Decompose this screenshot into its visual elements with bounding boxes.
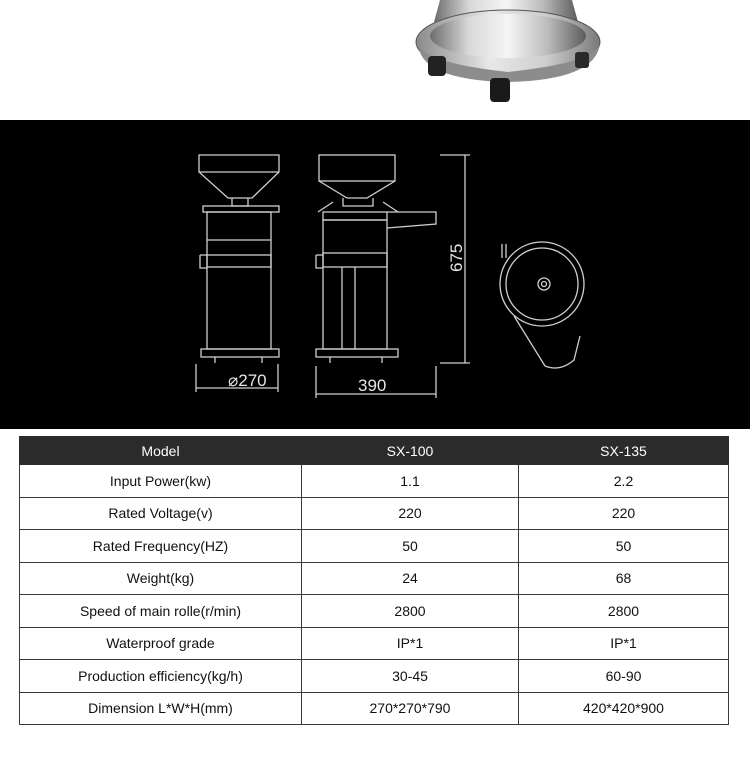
table-row xyxy=(20,692,729,725)
table-row xyxy=(20,530,729,563)
row-label: Input Power(kw) xyxy=(20,465,302,498)
cell-sx135: 2800 xyxy=(519,595,729,628)
cell-sx135: IP*1 xyxy=(519,627,729,660)
row-label: Speed of main rolle(r/min) xyxy=(20,595,302,628)
technical-drawing xyxy=(0,120,750,429)
row-label: Rated Frequency(HZ) xyxy=(20,530,302,563)
table-row xyxy=(20,660,729,693)
column-header-sx100: SX-100 xyxy=(302,437,519,465)
cell-sx100: 220 xyxy=(302,497,519,530)
front-view xyxy=(199,155,279,363)
cell-sx100: 30-45 xyxy=(302,660,519,693)
table-row xyxy=(20,595,729,628)
cell-sx100: 24 xyxy=(302,562,519,595)
side-view xyxy=(316,155,436,363)
row-label: Dimension L*W*H(mm) xyxy=(20,692,302,725)
width-label: 390 xyxy=(358,376,387,395)
cell-sx135: 420*420*900 xyxy=(519,692,729,725)
table-row xyxy=(20,465,729,498)
row-label: Rated Voltage(v) xyxy=(20,497,302,530)
cell-sx135: 60-90 xyxy=(519,660,729,693)
cell-sx100: 270*270*790 xyxy=(302,692,519,725)
spec-table xyxy=(19,436,729,725)
cell-sx135: 68 xyxy=(519,562,729,595)
row-label: Waterproof grade xyxy=(20,627,302,660)
cell-sx100: IP*1 xyxy=(302,627,519,660)
cell-sx100: 1.1 xyxy=(302,465,519,498)
cell-sx100: 50 xyxy=(302,530,519,563)
row-label: Weight(kg) xyxy=(20,562,302,595)
table-row xyxy=(20,497,729,530)
table-row xyxy=(20,562,729,595)
column-header-sx135: SX-135 xyxy=(519,437,729,465)
top-view xyxy=(500,242,584,368)
product-photo xyxy=(0,0,750,120)
cell-sx135: 2.2 xyxy=(519,465,729,498)
table-row xyxy=(20,627,729,660)
base-diameter-label: ⌀270 xyxy=(228,371,267,390)
table-header-row xyxy=(20,437,729,465)
height-label: 675 xyxy=(447,243,466,272)
row-label: Production efficiency(kg/h) xyxy=(20,660,302,693)
cell-sx135: 50 xyxy=(519,530,729,563)
cell-sx100: 2800 xyxy=(302,595,519,628)
column-header-model: Model xyxy=(20,437,302,465)
cell-sx135: 220 xyxy=(519,497,729,530)
